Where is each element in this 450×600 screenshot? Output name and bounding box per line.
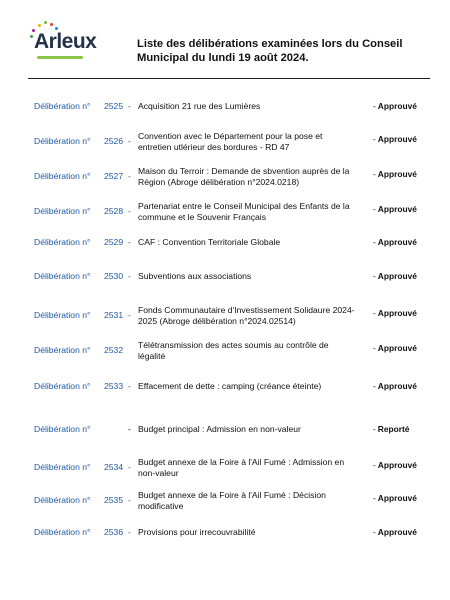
status-badge [373,169,417,179]
deliberation-number: 2526 [104,136,124,146]
logo-dot [50,23,53,26]
deliberation-label: Délibération n° [34,101,91,111]
separator-dash: - [128,310,131,320]
status-text: Approuvé [377,101,417,111]
deliberation-label: Délibération n° [34,462,91,472]
status-badge [373,460,417,470]
deliberation-label: Délibération n° [34,310,91,320]
arleux-logo [28,20,108,68]
deliberation-number: 2530 [104,271,124,281]
deliberation-subject [138,424,368,435]
subject-line: Fonds Communautaire d'Investissement Solidaure 2024- [138,305,355,315]
deliberation-subject [138,457,368,479]
logo-text: Arleux [34,30,97,53]
status-badge [373,381,417,391]
status-dash: - [373,527,376,537]
deliberation-subject [138,237,368,248]
deliberation-subject [138,527,368,538]
deliberation-label: Délibération n° [34,206,91,216]
deliberation-label: Délibération n° [34,237,91,247]
subject-line: Partenariat entre le Conseil Municipal des Enfants de la [138,201,350,211]
logo-dot [44,21,47,24]
status-text: Approuvé [377,204,417,214]
status-text: Approuvé [377,169,417,179]
subject-line: Budget principal : Admission en non-valeur [138,424,301,434]
logo-underline [37,56,83,59]
status-badge [373,237,417,247]
deliberation-number: 2532 [104,345,124,355]
deliberation-subject [138,305,368,327]
subject-line: Effacement de dette : camping (créance éteinte) [138,381,322,391]
status-text: Approuvé [377,493,417,503]
subject-line: non-valeur [138,468,179,478]
subject-line: légalité [138,351,166,361]
status-text: Approuvé [377,237,417,247]
status-dash: - [373,134,376,144]
subject-line: Télétransmission des actes soumis au contrôle de [138,340,329,350]
status-dash: - [373,204,376,214]
deliberation-subject [138,166,368,188]
status-badge [373,271,417,281]
deliberation-number: 2534 [104,462,124,472]
status-badge [373,493,417,503]
subject-line: CAF : Convention Territoriale Globale [138,237,281,247]
logo-dot [30,35,33,38]
subject-line: Subventions aux associations [138,271,252,281]
subject-line: Maison du Terroir : Demande de sbvention auprès de la [138,166,350,176]
subject-line: Convention avec le Département pour la pose et [138,131,323,141]
status-badge [373,424,409,434]
deliberation-label: Délibération n° [34,424,91,434]
status-dash: - [373,271,376,281]
status-text: Reporté [377,424,410,434]
deliberation-number: 2525 [104,101,124,111]
subject-line: Budget annexe de la Foire à l'Ail Fumé : Décision [138,490,326,500]
separator-dash: - [128,527,131,537]
status-dash: - [373,343,376,353]
status-text: Approuvé [377,308,417,318]
deliberation-subject [138,271,368,282]
deliberation-label: Délibération n° [34,495,91,505]
deliberation-label: Délibération n° [34,345,91,355]
deliberation-label: Délibération n° [34,271,91,281]
deliberation-subject [138,381,368,392]
subject-line: Provisions pour irrecouvrabilité [138,527,256,537]
status-badge [373,343,417,353]
separator-dash: - [128,237,131,247]
separator-dash: - [128,136,131,146]
status-badge [373,527,417,537]
subject-line: Région (Abroge délibération n°2024.0218) [138,177,300,187]
logo-dot [38,24,41,27]
status-text: Approuvé [377,381,417,391]
status-dash: - [373,424,376,434]
subject-line: modificative [138,501,184,511]
status-dash: - [373,101,376,111]
status-text: Approuvé [377,460,417,470]
deliberation-number: 2529 [104,237,124,247]
status-text: Approuvé [377,527,417,537]
deliberation-label: Délibération n° [34,171,91,181]
status-badge [373,134,417,144]
separator-dash: - [128,101,131,111]
deliberation-number: 2531 [104,310,124,320]
deliberation-label: Délibération n° [34,136,91,146]
page-title [137,37,437,65]
separator-dash: - [128,381,131,391]
separator-dash: - [128,462,131,472]
deliberation-label: Délibération n° [34,381,91,391]
status-badge [373,308,417,318]
deliberation-subject [138,490,368,512]
separator-dash: - [128,206,131,216]
status-dash: - [373,237,376,247]
deliberation-subject [138,201,368,223]
deliberation-subject [138,131,368,153]
status-badge [373,204,417,214]
separator-dash: - [128,424,131,434]
status-badge [373,101,417,111]
deliberation-number: 2536 [104,527,124,537]
deliberation-subject [138,101,368,112]
status-dash: - [373,308,376,318]
subject-line: 2025 (Abroge délibération n°2024.02514) [138,316,296,326]
separator-dash: - [128,271,131,281]
subject-line: Acquisition 21 rue des Lumières [138,101,261,111]
deliberation-number: 2535 [104,495,124,505]
status-text: Approuvé [377,134,417,144]
subject-line: Budget annexe de la Foire à l'Ail Fumé : Admission en [138,457,345,467]
status-text: Approuvé [377,343,417,353]
subject-line: entretien utlérieur des bordures - RD 47 [138,142,290,152]
subject-line: commune et le Souvenir Français [138,212,267,222]
page-title-line: Municipal du lundi 19 août 2024. [137,52,309,64]
header-divider [28,78,430,79]
separator-dash: - [128,171,131,181]
status-text: Approuvé [377,271,417,281]
status-dash: - [373,460,376,470]
deliberation-label: Délibération n° [34,527,91,537]
status-dash: - [373,169,376,179]
deliberation-number: 2528 [104,206,124,216]
status-dash: - [373,381,376,391]
deliberation-number: 2527 [104,171,124,181]
page-title-line: Liste des délibérations examinées lors du Conseil [137,38,403,50]
status-dash: - [373,493,376,503]
separator-dash: - [128,495,131,505]
deliberation-number: 2533 [104,381,124,391]
deliberation-subject [138,340,368,362]
